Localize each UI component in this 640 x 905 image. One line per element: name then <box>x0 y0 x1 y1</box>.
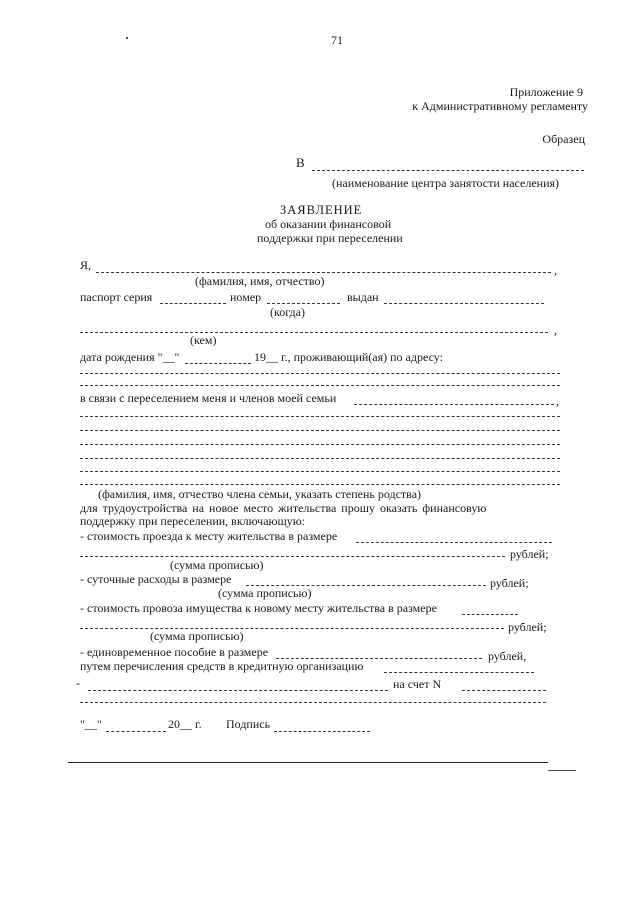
sample-label: Образец <box>542 132 585 146</box>
travel-cost-field[interactable] <box>356 542 552 543</box>
date-year: 20__ г. <box>168 717 202 731</box>
birth-date-field[interactable] <box>185 363 251 364</box>
family-members-field-5[interactable] <box>80 471 560 472</box>
when-caption: (когда) <box>270 305 305 319</box>
addressee-field[interactable] <box>312 170 584 171</box>
address-field-2[interactable] <box>80 385 560 386</box>
lump-sum-label: - единовременное пособие в размере <box>80 645 269 659</box>
passport-label: паспорт серия <box>80 290 153 304</box>
relocation-comma: , <box>556 394 559 408</box>
family-members-field-6[interactable] <box>80 484 560 485</box>
property-cost-words-field[interactable] <box>80 628 504 629</box>
account-label: на счет N <box>393 677 442 691</box>
i-prefix: Я, <box>80 258 92 272</box>
daily-in-words-caption: (сумма прописью) <box>218 586 312 600</box>
daily-rubles: рублей; <box>490 576 529 590</box>
bottom-rule <box>68 762 548 763</box>
date-day: "__" <box>80 717 102 731</box>
travel-cost-words-field[interactable] <box>80 556 505 557</box>
account-number-field-2[interactable] <box>80 702 546 703</box>
account-dash: - <box>76 676 80 690</box>
travel-cost-label: - стоимость проезда к месту жительства в размере <box>80 529 338 543</box>
number-label: номер <box>230 290 262 304</box>
property-in-words-caption: (сумма прописью) <box>150 629 244 643</box>
title-line-3: поддержки при переселении <box>257 231 403 245</box>
issued-when-field[interactable] <box>384 303 544 304</box>
appendix-label: Приложение 9 <box>509 85 583 99</box>
relocation-label: в связи с переселением меня и членов моей семьи <box>80 391 337 405</box>
account-number-field[interactable] <box>462 690 546 691</box>
issued-comma: , <box>554 323 557 337</box>
address-field-1[interactable] <box>80 373 560 374</box>
credit-organization-field[interactable] <box>384 672 534 673</box>
property-cost-field[interactable] <box>462 614 518 615</box>
purpose-line-1: для трудоустройства на новое место жительства прошу оказать финансовую <box>80 501 487 515</box>
issued-by-field[interactable] <box>80 332 548 333</box>
page-number: 71 <box>331 33 343 47</box>
property-cost-label: - стоимость провоза имущества к новому месту жительства в размере <box>80 601 437 615</box>
title-line-2: об оказании финансовой <box>265 217 392 231</box>
signature-label: Подпись <box>226 717 271 731</box>
family-members-field-1[interactable] <box>80 416 560 417</box>
passport-number-field[interactable] <box>267 303 340 304</box>
property-rubles: рублей; <box>508 620 547 634</box>
travel-in-words-caption: (сумма прописью) <box>170 558 264 572</box>
bottom-rule-tail <box>548 770 576 771</box>
travel-rubles: рублей; <box>510 547 549 561</box>
issued-label: выдан <box>347 290 379 304</box>
applicant-fio-field[interactable] <box>96 272 551 273</box>
fio-comma: , <box>554 263 557 277</box>
signature-field[interactable] <box>274 731 370 732</box>
lump-sum-rubles: рублей, <box>488 649 527 663</box>
by-whom-caption: (кем) <box>190 333 217 347</box>
passport-series-field[interactable] <box>160 303 226 304</box>
purpose-line-2: поддержку при переселении, включающую: <box>80 514 306 528</box>
scan-speck <box>126 37 128 39</box>
date-month-field[interactable] <box>106 731 166 732</box>
family-caption: (фамилия, имя, отчество члена семьи, указать степень родства) <box>98 487 422 501</box>
addressee-caption: (наименование центра занятости населения) <box>332 176 560 190</box>
birth-year-address-label: 19__ г., проживающий(ая) по адресу: <box>254 350 443 364</box>
family-members-field-0[interactable] <box>354 404 554 405</box>
fio-caption: (фамилия, имя, отчество) <box>195 274 325 288</box>
birth-date-label: дата рождения "__" <box>80 350 180 364</box>
addressee-prefix: В <box>296 155 305 170</box>
credit-organization-field-2[interactable] <box>88 690 388 691</box>
family-members-field-2[interactable] <box>80 430 560 431</box>
regulation-label: к Административному регламенту <box>412 99 588 113</box>
family-members-field-4[interactable] <box>80 458 560 459</box>
document-title: ЗАЯВЛЕНИЕ <box>280 203 363 217</box>
daily-expenses-label: - суточные расходы в размере <box>80 572 232 586</box>
transfer-label: путем перечисления средств в кредитную организацию <box>80 659 364 673</box>
family-members-field-3[interactable] <box>80 444 560 445</box>
